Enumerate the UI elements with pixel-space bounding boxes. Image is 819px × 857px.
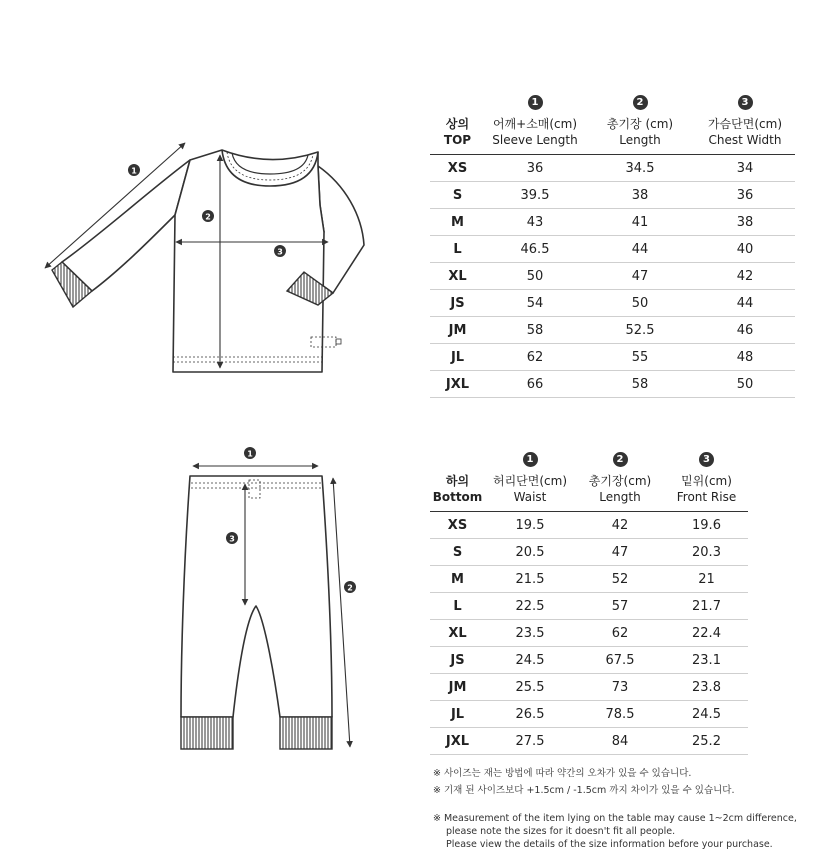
bottom-garment-illustration	[175, 440, 375, 760]
column-header: 총기장(cm) Length	[575, 473, 665, 512]
top-size-table	[430, 93, 795, 398]
column-header: 총기장 (cm) Length	[585, 116, 695, 155]
top-marker-1	[128, 164, 140, 176]
column-header: 가슴단면(cm) Chest Width	[695, 116, 795, 155]
bottom-header-label: 하의 Bottom	[430, 473, 485, 512]
top-marker-3	[274, 245, 286, 257]
svg-text:1: 1	[247, 449, 253, 459]
table-row: JXL 66 58 50	[430, 371, 795, 398]
column-number-badge: 3	[738, 95, 753, 110]
svg-text:3: 3	[229, 534, 235, 544]
table-row: L 46.5 44 40	[430, 236, 795, 263]
table-row: S 39.5 38 36	[430, 182, 795, 209]
note-line: Please view the details of the size information before your purchase.	[446, 839, 773, 850]
table-row: JM 25.5 73 23.8	[430, 674, 748, 701]
bottom-marker-1	[244, 447, 256, 459]
svg-text:2: 2	[347, 583, 353, 593]
top-header-label: 상의 TOP	[430, 116, 485, 155]
table-row: XL 50 47 42	[430, 263, 795, 290]
svg-text:1: 1	[131, 166, 137, 176]
column-header: 어깨+소매(cm) Sleeve Length	[485, 116, 585, 155]
size-notes-en	[433, 812, 797, 851]
svg-text:2: 2	[205, 212, 211, 222]
table-row: JXL 27.5 84 25.2	[430, 728, 748, 755]
table-row: JL 62 55 48	[430, 344, 795, 371]
column-header: 밑위(cm) Front Rise	[665, 473, 748, 512]
svg-text:3: 3	[277, 247, 283, 257]
table-row: JM 58 52.5 46	[430, 317, 795, 344]
table-row: JS 54 50 44	[430, 290, 795, 317]
table-row: XS 36 34.5 34	[430, 155, 795, 182]
bottom-marker-3	[226, 532, 238, 544]
column-number-badge: 1	[523, 452, 538, 467]
table-row: L 22.5 57 21.7	[430, 593, 748, 620]
top-garment-illustration	[30, 135, 390, 380]
column-number-badge: 3	[699, 452, 714, 467]
table-row: M 21.5 52 21	[430, 566, 748, 593]
table-row: JS 24.5 67.5 23.1	[430, 647, 748, 674]
table-row: JL 26.5 78.5 24.5	[430, 701, 748, 728]
table-row: XS 19.5 42 19.6	[430, 512, 748, 539]
note-line: ※ 사이즈는 재는 방법에 따라 약간의 오차가 있을 수 있습니다.	[433, 768, 692, 779]
bottom-marker-2	[344, 581, 356, 593]
size-notes-ko	[433, 767, 735, 797]
column-header: 허리단면(cm) Waist	[485, 473, 575, 512]
table-row: XL 23.5 62 22.4	[430, 620, 748, 647]
column-number-badge: 2	[613, 452, 628, 467]
note-line: ※ 기재 된 사이즈보다 +1.5cm / -1.5cm 까지 차이가 있을 수 있습니다.	[433, 785, 735, 796]
top-marker-2	[202, 210, 214, 222]
table-row: S 20.5 47 20.3	[430, 539, 748, 566]
bottom-size-table	[430, 450, 748, 755]
table-row: M 43 41 38	[430, 209, 795, 236]
column-number-badge: 1	[528, 95, 543, 110]
note-line: please note the sizes for it doesn't fit all people.	[446, 826, 676, 837]
column-number-badge: 2	[633, 95, 648, 110]
note-line: ※ Measurement of the item lying on the table may cause 1~2cm difference,	[433, 813, 797, 824]
